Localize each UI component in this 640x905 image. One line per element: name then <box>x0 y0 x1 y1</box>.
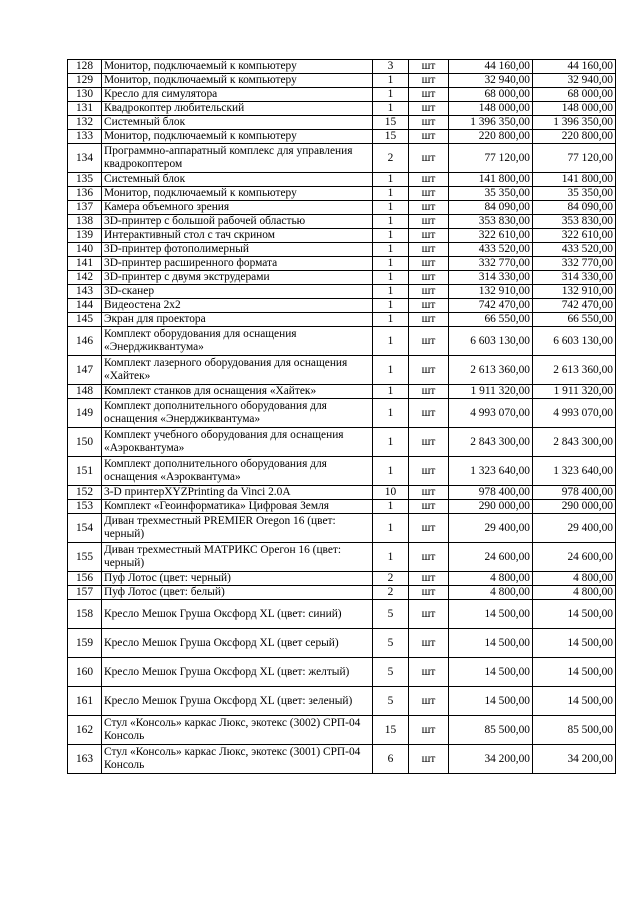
item-price: 433 520,00 <box>449 243 533 257</box>
item-price: 290 000,00 <box>449 500 533 514</box>
item-quantity: 10 <box>373 486 409 500</box>
row-number: 133 <box>68 130 102 144</box>
item-price: 4 993 070,00 <box>449 399 533 428</box>
row-number: 154 <box>68 514 102 543</box>
table-row <box>68 271 616 285</box>
item-quantity: 2 <box>373 572 409 586</box>
item-quantity: 1 <box>373 173 409 187</box>
item-unit: шт <box>409 313 449 327</box>
item-quantity: 5 <box>373 658 409 687</box>
item-unit: шт <box>409 500 449 514</box>
item-price: 132 910,00 <box>449 285 533 299</box>
row-number: 147 <box>68 356 102 385</box>
item-name: Пуф Лотос (цвет: белый) <box>102 586 373 600</box>
table-row <box>68 187 616 201</box>
item-price: 742 470,00 <box>449 299 533 313</box>
table-row <box>68 514 616 543</box>
item-sum: 2 613 360,00 <box>533 356 616 385</box>
item-price: 148 000,00 <box>449 102 533 116</box>
item-sum: 14 500,00 <box>533 629 616 658</box>
item-name: Комплект станков для оснащения «Хайтек» <box>102 385 373 399</box>
item-price: 1 911 320,00 <box>449 385 533 399</box>
row-number: 138 <box>68 215 102 229</box>
item-price: 14 500,00 <box>449 687 533 716</box>
item-sum: 84 090,00 <box>533 201 616 215</box>
item-sum: 85 500,00 <box>533 716 616 745</box>
item-name: Диван трехместный PREMIER Oregon 16 (цвет: черный) <box>102 514 373 543</box>
row-number: 163 <box>68 745 102 774</box>
item-name: Пуф Лотос (цвет: черный) <box>102 572 373 586</box>
item-sum: 220 800,00 <box>533 130 616 144</box>
item-price: 6 603 130,00 <box>449 327 533 356</box>
row-number: 130 <box>68 88 102 102</box>
item-name: Программно-аппаратный комплекс для управления квадрокоптером <box>102 144 373 173</box>
item-unit: шт <box>409 74 449 88</box>
table-row <box>68 201 616 215</box>
item-price: 84 090,00 <box>449 201 533 215</box>
item-name: Стул «Консоль» каркас Люкс, экотекс (3001) СРП-04 Консоль <box>102 745 373 774</box>
table-row <box>68 243 616 257</box>
row-number: 128 <box>68 60 102 74</box>
item-unit: шт <box>409 327 449 356</box>
item-sum: 322 610,00 <box>533 229 616 243</box>
item-price: 14 500,00 <box>449 658 533 687</box>
item-name: Кресло для симулятора <box>102 88 373 102</box>
item-sum: 29 400,00 <box>533 514 616 543</box>
item-quantity: 2 <box>373 144 409 173</box>
item-unit: шт <box>409 629 449 658</box>
item-name: 3D-принтер с большой рабочей областью <box>102 215 373 229</box>
item-name: Камера объемного зрения <box>102 201 373 215</box>
item-name: Монитор, подключаемый к компьютеру <box>102 130 373 144</box>
item-unit: шт <box>409 271 449 285</box>
row-number: 151 <box>68 457 102 486</box>
table-row <box>68 130 616 144</box>
item-quantity: 1 <box>373 88 409 102</box>
item-sum: 14 500,00 <box>533 658 616 687</box>
row-number: 134 <box>68 144 102 173</box>
item-unit: шт <box>409 399 449 428</box>
item-price: 66 550,00 <box>449 313 533 327</box>
item-sum: 68 000,00 <box>533 88 616 102</box>
item-price: 77 120,00 <box>449 144 533 173</box>
table-row <box>68 600 616 629</box>
item-quantity: 1 <box>373 243 409 257</box>
item-quantity: 1 <box>373 187 409 201</box>
row-number: 146 <box>68 327 102 356</box>
item-quantity: 5 <box>373 687 409 716</box>
item-unit: шт <box>409 745 449 774</box>
item-unit: шт <box>409 716 449 745</box>
table-row <box>68 500 616 514</box>
item-price: 4 800,00 <box>449 586 533 600</box>
row-number: 137 <box>68 201 102 215</box>
item-sum: 4 800,00 <box>533 586 616 600</box>
item-unit: шт <box>409 600 449 629</box>
item-name: Стул «Консоль» каркас Люкс, экотекс (3002) СРП-04 Консоль <box>102 716 373 745</box>
item-quantity: 1 <box>373 285 409 299</box>
item-quantity: 1 <box>373 385 409 399</box>
item-sum: 2 843 300,00 <box>533 428 616 457</box>
row-number: 144 <box>68 299 102 313</box>
row-number: 161 <box>68 687 102 716</box>
item-quantity: 15 <box>373 716 409 745</box>
item-name: Квадрокоптер любительский <box>102 102 373 116</box>
item-unit: шт <box>409 285 449 299</box>
item-quantity: 1 <box>373 399 409 428</box>
item-sum: 141 800,00 <box>533 173 616 187</box>
item-unit: шт <box>409 299 449 313</box>
item-name: Интерактивный стол с тач скрином <box>102 229 373 243</box>
item-sum: 978 400,00 <box>533 486 616 500</box>
item-sum: 66 550,00 <box>533 313 616 327</box>
item-sum: 14 500,00 <box>533 600 616 629</box>
row-number: 149 <box>68 399 102 428</box>
row-number: 148 <box>68 385 102 399</box>
item-price: 353 830,00 <box>449 215 533 229</box>
row-number: 156 <box>68 572 102 586</box>
item-quantity: 1 <box>373 428 409 457</box>
table-row <box>68 586 616 600</box>
item-sum: 24 600,00 <box>533 543 616 572</box>
table-row <box>68 399 616 428</box>
item-quantity: 1 <box>373 271 409 285</box>
item-price: 32 940,00 <box>449 74 533 88</box>
item-sum: 4 993 070,00 <box>533 399 616 428</box>
table-row <box>68 74 616 88</box>
item-price: 314 330,00 <box>449 271 533 285</box>
item-unit: шт <box>409 514 449 543</box>
item-name: Комплект дополнительного оборудования для оснащения «Энерджиквантума» <box>102 399 373 428</box>
item-quantity: 1 <box>373 313 409 327</box>
item-price: 322 610,00 <box>449 229 533 243</box>
item-sum: 34 200,00 <box>533 745 616 774</box>
row-number: 159 <box>68 629 102 658</box>
row-number: 152 <box>68 486 102 500</box>
table-row <box>68 60 616 74</box>
item-sum: 1 323 640,00 <box>533 457 616 486</box>
item-price: 978 400,00 <box>449 486 533 500</box>
item-sum: 35 350,00 <box>533 187 616 201</box>
item-sum: 353 830,00 <box>533 215 616 229</box>
item-quantity: 1 <box>373 257 409 271</box>
table-row <box>68 313 616 327</box>
table-row <box>68 299 616 313</box>
row-number: 143 <box>68 285 102 299</box>
table-row <box>68 215 616 229</box>
item-price: 35 350,00 <box>449 187 533 201</box>
item-unit: шт <box>409 130 449 144</box>
item-name: Комплект учебного оборудования для оснащения «Аэроквантума» <box>102 428 373 457</box>
item-price: 24 600,00 <box>449 543 533 572</box>
item-unit: шт <box>409 572 449 586</box>
row-number: 131 <box>68 102 102 116</box>
item-unit: шт <box>409 687 449 716</box>
item-sum: 290 000,00 <box>533 500 616 514</box>
item-price: 141 800,00 <box>449 173 533 187</box>
row-number: 142 <box>68 271 102 285</box>
item-price: 2 613 360,00 <box>449 356 533 385</box>
item-quantity: 5 <box>373 629 409 658</box>
item-quantity: 1 <box>373 299 409 313</box>
item-sum: 742 470,00 <box>533 299 616 313</box>
item-name: Видеостена 2х2 <box>102 299 373 313</box>
item-name: 3D-принтер расширенного формата <box>102 257 373 271</box>
table-row <box>68 658 616 687</box>
row-number: 145 <box>68 313 102 327</box>
item-name: Кресло Мешок Груша Оксфорд XL (цвет: желтый) <box>102 658 373 687</box>
item-sum: 1 396 350,00 <box>533 116 616 130</box>
item-price: 332 770,00 <box>449 257 533 271</box>
item-name: 3-D принтерXYZPrinting da Vinci 2.0A <box>102 486 373 500</box>
row-number: 162 <box>68 716 102 745</box>
item-unit: шт <box>409 88 449 102</box>
item-price: 14 500,00 <box>449 600 533 629</box>
table-row <box>68 385 616 399</box>
table-row <box>68 629 616 658</box>
item-name: Системный блок <box>102 116 373 130</box>
item-unit: шт <box>409 457 449 486</box>
table-row <box>68 88 616 102</box>
item-quantity: 15 <box>373 116 409 130</box>
item-price: 68 000,00 <box>449 88 533 102</box>
table-row <box>68 102 616 116</box>
item-price: 4 800,00 <box>449 572 533 586</box>
item-price: 14 500,00 <box>449 629 533 658</box>
table-row <box>68 716 616 745</box>
item-name: Экран для проектора <box>102 313 373 327</box>
row-number: 129 <box>68 74 102 88</box>
item-price: 85 500,00 <box>449 716 533 745</box>
row-number: 158 <box>68 600 102 629</box>
item-price: 2 843 300,00 <box>449 428 533 457</box>
item-unit: шт <box>409 543 449 572</box>
table-row <box>68 543 616 572</box>
item-quantity: 6 <box>373 745 409 774</box>
item-unit: шт <box>409 144 449 173</box>
table-row <box>68 745 616 774</box>
item-name: Монитор, подключаемый к компьютеру <box>102 74 373 88</box>
item-unit: шт <box>409 257 449 271</box>
item-sum: 44 160,00 <box>533 60 616 74</box>
item-price: 29 400,00 <box>449 514 533 543</box>
item-name: 3D-принтер с двумя экструдерами <box>102 271 373 285</box>
item-quantity: 1 <box>373 500 409 514</box>
item-sum: 4 800,00 <box>533 572 616 586</box>
item-quantity: 1 <box>373 229 409 243</box>
item-sum: 1 911 320,00 <box>533 385 616 399</box>
table-row <box>68 687 616 716</box>
table-row <box>68 257 616 271</box>
item-price: 44 160,00 <box>449 60 533 74</box>
item-quantity: 1 <box>373 514 409 543</box>
item-unit: шт <box>409 187 449 201</box>
item-sum: 332 770,00 <box>533 257 616 271</box>
item-unit: шт <box>409 486 449 500</box>
table-row <box>68 356 616 385</box>
item-quantity: 3 <box>373 60 409 74</box>
item-name: Системный блок <box>102 173 373 187</box>
inventory-table <box>67 59 616 774</box>
row-number: 153 <box>68 500 102 514</box>
table-row <box>68 327 616 356</box>
item-name: Кресло Мешок Груша Оксфорд XL (цвет: синий) <box>102 600 373 629</box>
row-number: 160 <box>68 658 102 687</box>
item-unit: шт <box>409 428 449 457</box>
table-row <box>68 229 616 243</box>
item-quantity: 2 <box>373 586 409 600</box>
item-name: Комплект оборудования для оснащения «Энерджиквантума» <box>102 327 373 356</box>
row-number: 132 <box>68 116 102 130</box>
item-sum: 14 500,00 <box>533 687 616 716</box>
item-name: Монитор, подключаемый к компьютеру <box>102 60 373 74</box>
item-unit: шт <box>409 201 449 215</box>
item-unit: шт <box>409 243 449 257</box>
item-unit: шт <box>409 102 449 116</box>
row-number: 140 <box>68 243 102 257</box>
item-unit: шт <box>409 60 449 74</box>
item-unit: шт <box>409 116 449 130</box>
item-unit: шт <box>409 658 449 687</box>
item-unit: шт <box>409 229 449 243</box>
item-sum: 433 520,00 <box>533 243 616 257</box>
item-quantity: 5 <box>373 600 409 629</box>
item-quantity: 1 <box>373 215 409 229</box>
table-row <box>68 173 616 187</box>
item-price: 220 800,00 <box>449 130 533 144</box>
item-name: Диван трехместный МАТРИКС Орегон 16 (цвет: черный) <box>102 543 373 572</box>
item-sum: 6 603 130,00 <box>533 327 616 356</box>
item-name: Кресло Мешок Груша Оксфорд XL (цвет: зеленый) <box>102 687 373 716</box>
item-sum: 314 330,00 <box>533 271 616 285</box>
row-number: 136 <box>68 187 102 201</box>
item-price: 1 323 640,00 <box>449 457 533 486</box>
item-sum: 77 120,00 <box>533 144 616 173</box>
item-unit: шт <box>409 385 449 399</box>
table-row <box>68 116 616 130</box>
item-price: 1 396 350,00 <box>449 116 533 130</box>
item-unit: шт <box>409 586 449 600</box>
item-name: 3D-принтер фотополимерный <box>102 243 373 257</box>
table-row <box>68 486 616 500</box>
item-sum: 132 910,00 <box>533 285 616 299</box>
item-sum: 32 940,00 <box>533 74 616 88</box>
item-name: Кресло Мешок Груша Оксфорд XL (цвет серый) <box>102 629 373 658</box>
item-quantity: 1 <box>373 74 409 88</box>
inventory-table-body <box>68 60 616 774</box>
item-quantity: 1 <box>373 102 409 116</box>
row-number: 157 <box>68 586 102 600</box>
row-number: 155 <box>68 543 102 572</box>
item-unit: шт <box>409 356 449 385</box>
item-name: 3D-сканер <box>102 285 373 299</box>
table-row <box>68 285 616 299</box>
row-number: 135 <box>68 173 102 187</box>
item-sum: 148 000,00 <box>533 102 616 116</box>
item-unit: шт <box>409 215 449 229</box>
item-price: 34 200,00 <box>449 745 533 774</box>
item-quantity: 1 <box>373 457 409 486</box>
item-quantity: 1 <box>373 543 409 572</box>
item-name: Комплект лазерного оборудования для оснащения «Хайтек» <box>102 356 373 385</box>
row-number: 141 <box>68 257 102 271</box>
item-unit: шт <box>409 173 449 187</box>
table-row <box>68 428 616 457</box>
item-quantity: 1 <box>373 356 409 385</box>
row-number: 139 <box>68 229 102 243</box>
table-row <box>68 572 616 586</box>
item-name: Монитор, подключаемый к компьютеру <box>102 187 373 201</box>
item-name: Комплект дополнительного оборудования для оснащения «Аэроквантума» <box>102 457 373 486</box>
item-name: Комплект «Геоинформатика» Цифровая Земля <box>102 500 373 514</box>
table-row <box>68 144 616 173</box>
item-quantity: 1 <box>373 201 409 215</box>
table-row <box>68 457 616 486</box>
item-quantity: 15 <box>373 130 409 144</box>
item-quantity: 1 <box>373 327 409 356</box>
row-number: 150 <box>68 428 102 457</box>
